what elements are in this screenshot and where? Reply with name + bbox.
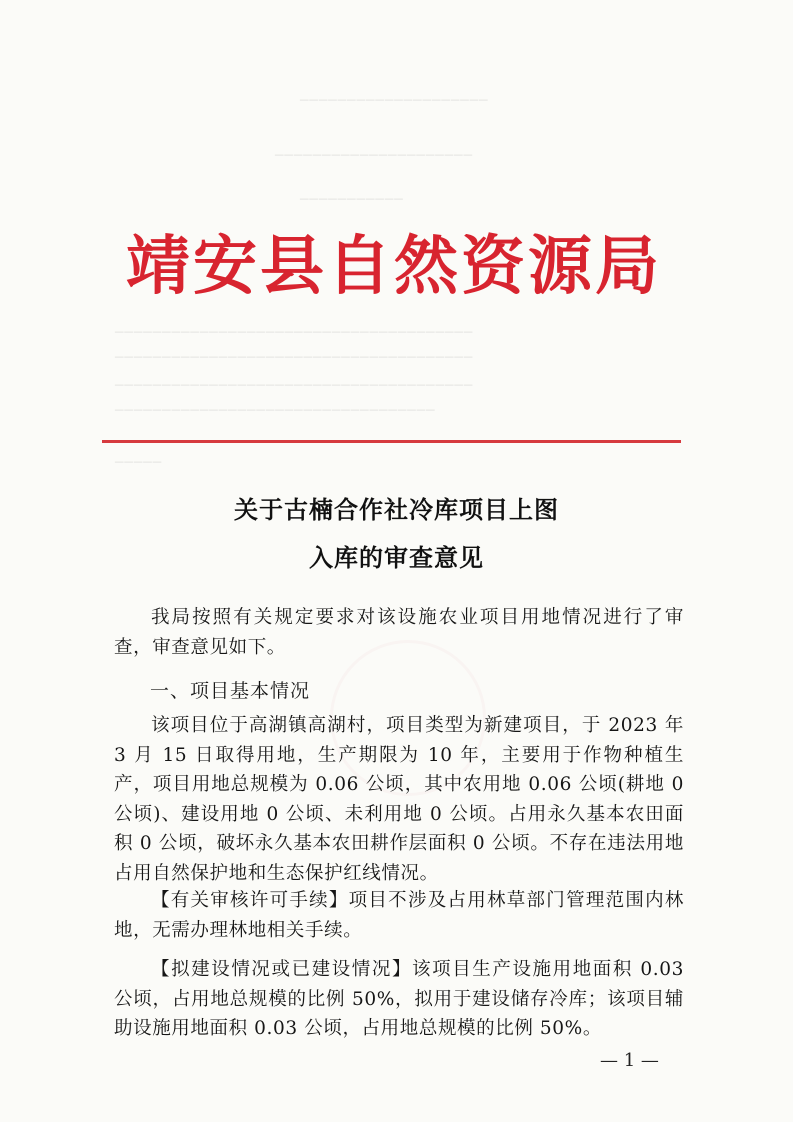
- section-heading: 一、项目基本情况: [150, 680, 311, 702]
- document-title-line-1: 关于古楠合作社冷库项目上图: [234, 495, 559, 524]
- page-number: — 1 —: [600, 1050, 659, 1071]
- construction-paragraph: 【拟建设情况或已建设情况】该项目生产设施用地面积 0.03 公顷，占用地总规模的比例 50%，拟用于建设储存冷库；该项目辅助设施用地面积 0.03 公顷，占用地总规模的比例 50%。: [114, 959, 684, 1039]
- bleed-through-text: ─────────────────────: [275, 148, 474, 164]
- intro-paragraph: 我局按照有关规定要求对该设施农业项目用地情况进行了审查，审查意见如下。: [114, 607, 684, 658]
- permit-paragraph: 【有关审核许可手续】项目不涉及占用林草部门管理范围内林地，无需办理林地相关手续。: [114, 890, 684, 941]
- issuing-authority-masthead: 靖安县自然资源局: [126, 229, 662, 304]
- bleed-through-text: ──────────────────────────────────────: [115, 325, 474, 341]
- bleed-through-text: ────────────────────: [300, 93, 489, 109]
- project-info-paragraph: 该项目位于高湖镇高湖村，项目类型为新建项目，于 2023 年 3 月 15 日取得用地，生产期限为 10 年，主要用于作物种植生产，项目用地总规模为 0.06 公顷，其中农用地 0.06 公顷(耕地 0 公顷)、建设用地 0 公顷、未利用地 0 公顷。占用永久基本农田面积 0 公顷，破坏永久基本农田耕作层面积 0 公顷。不存在违法用地占用自然保护地和生态保护红线情况。: [114, 715, 684, 884]
- bleed-through-text: ──────────────────────────────────: [115, 403, 436, 419]
- bleed-through-text: ─────: [115, 455, 163, 471]
- document-title-line-2: 入库的审查意见: [309, 543, 484, 572]
- red-separator-line: [102, 440, 681, 443]
- bleed-through-text: ──────────────────────────────────────: [115, 378, 474, 394]
- bleed-through-text: ──────────────────────────────────────: [115, 350, 474, 366]
- bleed-through-text: ───────────: [300, 192, 404, 208]
